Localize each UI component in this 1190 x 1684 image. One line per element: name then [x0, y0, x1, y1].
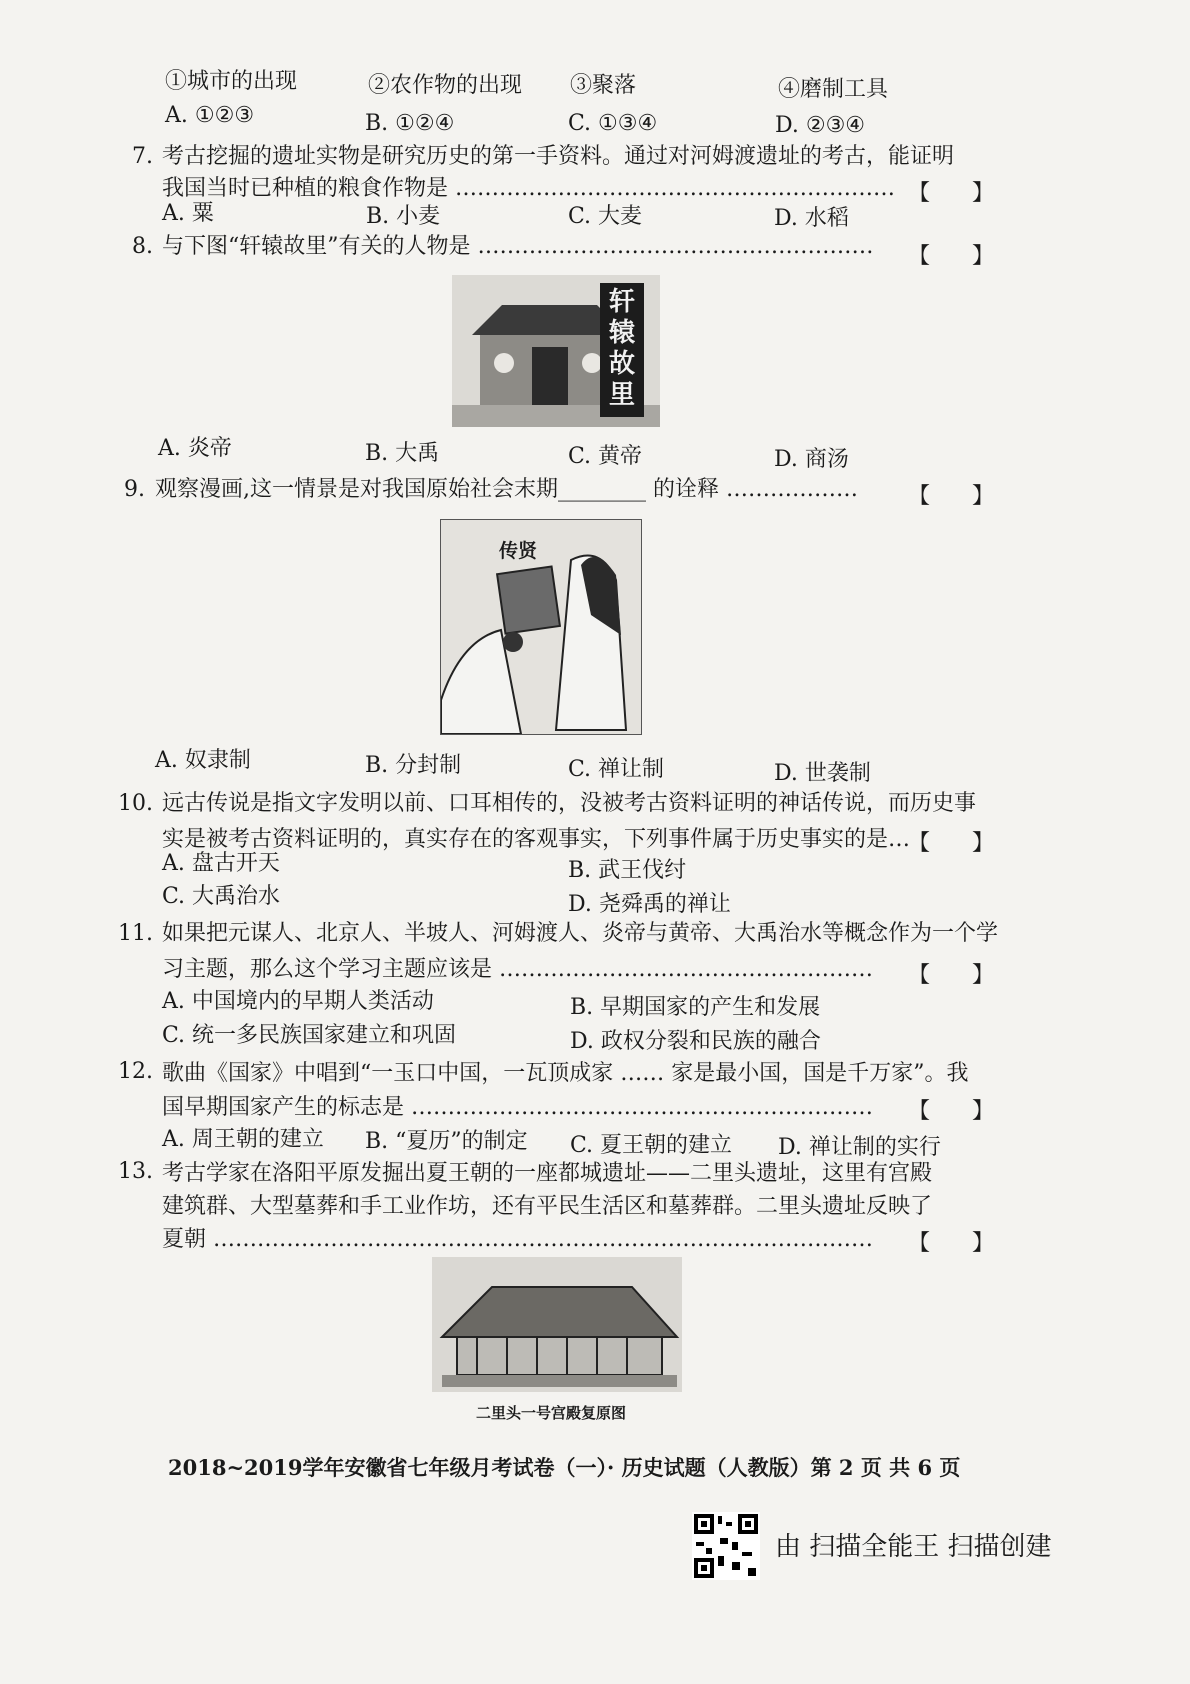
scanner-watermark-text: 由 扫描全能王 扫描创建	[775, 1532, 1052, 1562]
q7-answer-bracket: 【 】	[908, 181, 994, 206]
q8-number: 8.	[132, 234, 153, 259]
q13-stem-line2: 建筑群、大型墓葬和手工业作坊，还有平民生活区和墓葬群。二里头遗址反映了	[162, 1194, 933, 1219]
q10-option-a: A. 盘古开天	[162, 851, 280, 876]
q12-answer-bracket: 【 】	[908, 1099, 994, 1124]
q13-answer-bracket: 【 】	[908, 1231, 994, 1256]
q7-number: 7.	[132, 144, 153, 169]
q6-option-a: A. ①②③	[165, 103, 255, 128]
q11-stem-line1: 如果把元谋人、北京人、半坡人、河姆渡人、炎帝与黄帝、大禹治水等概念作为一个学	[162, 921, 999, 946]
q9-option-c: C. 禅让制	[568, 757, 665, 782]
q12-option-d: D. 禅让制的实行	[778, 1135, 941, 1160]
q6-item-4: ④磨制工具	[778, 77, 889, 102]
q6-item-2: ②农作物的出现	[368, 73, 523, 98]
q9-number: 9.	[124, 477, 145, 502]
q9-cartoon	[440, 519, 642, 735]
q12-stem-line2: 国早期国家产生的标志是 ………………………………………………………	[162, 1095, 873, 1120]
q8-photo-xuanyuan	[452, 275, 660, 427]
xuanyuan-sign-text: 轩辕故里	[608, 287, 635, 410]
abdication-cartoon-illustration	[441, 520, 641, 734]
q10-option-b: B. 武王伐纣	[568, 858, 687, 883]
q8-option-d: D. 商汤	[774, 447, 849, 472]
q6-option-c: C. ①③④	[568, 111, 658, 136]
q12-option-b: B. “夏历”的制定	[365, 1129, 528, 1154]
q10-answer-bracket: 【 】	[908, 831, 994, 856]
q10-option-c: C. 大禹治水	[162, 884, 281, 909]
q13-stem-line1: 考古学家在洛阳平原发掘出夏王朝的一座都城遗址——二里头遗址，这里有宫殿	[162, 1161, 933, 1186]
q9-answer-bracket: 【 】	[908, 484, 994, 509]
q8-answer-bracket: 【 】	[908, 244, 994, 269]
q8-option-b: B. 大禹	[365, 441, 440, 466]
q8-stem: 与下图“轩辕故里”有关的人物是 ………………………………………………	[162, 234, 874, 259]
page-footer: 2018~2019学年安徽省七年级月考试卷（一）· 历史试题（人教版）第 2 页 共 6 页	[168, 1455, 961, 1480]
q11-option-b: B. 早期国家的产生和发展	[570, 995, 821, 1020]
q13-number: 13.	[118, 1159, 153, 1184]
q6-option-d: D. ②③④	[775, 113, 866, 138]
q13-figure-caption: 二里头一号宫殿复原图	[476, 1404, 627, 1422]
q11-answer-bracket: 【 】	[908, 963, 994, 988]
qr-code-icon	[692, 1512, 760, 1580]
q12-number: 12.	[118, 1059, 153, 1084]
q6-option-b: B. ①②④	[365, 111, 455, 136]
q11-option-a: A. 中国境内的早期人类活动	[162, 989, 434, 1014]
q8-option-a: A. 炎帝	[158, 436, 232, 461]
q13-stem-line3: 夏朝 ………………………………………………………………………………	[162, 1227, 873, 1252]
q12-stem-line1: 歌曲《国家》中唱到“一玉口中国，一瓦顶成家 …… 家是最小国，国是千万家”。我	[162, 1061, 969, 1086]
q9-option-b: B. 分封制	[365, 753, 462, 778]
q12-option-c: C. 夏王朝的建立	[570, 1133, 733, 1158]
q7-stem-line1: 考古挖掘的遗址实物是研究历史的第一手资料。通过对河姆渡遗址的考古，能证明	[162, 144, 955, 169]
q10-stem-line1: 远古传说是指文字发明以前、口耳相传的，没被考古资料证明的神话传说，而历史事	[162, 791, 977, 816]
q9-option-d: D. 世袭制	[774, 761, 871, 786]
q7-option-c: C. 大麦	[568, 204, 643, 229]
q13-palace-illustration	[432, 1257, 682, 1392]
q9-option-a: A. 奴隶制	[155, 748, 251, 773]
cartoon-label: 传贤	[499, 540, 538, 562]
q6-item-3: ③聚落	[570, 73, 637, 98]
q8-option-c: C. 黄帝	[568, 444, 643, 469]
q9-stem: 观察漫画,这一情景是对我国原始社会末期________ 的诠释 ………………	[155, 477, 858, 502]
q6-item-1: ①城市的出现	[165, 69, 298, 94]
q12-option-a: A. 周王朝的建立	[162, 1127, 324, 1152]
q10-number: 10.	[118, 791, 153, 816]
q11-number: 11.	[118, 921, 153, 946]
erlitou-palace-drawing	[432, 1257, 682, 1392]
q11-stem-line2: 习主题，那么这个学习主题应该是 ……………………………………………	[162, 957, 873, 982]
q7-option-d: D. 水稻	[774, 206, 849, 231]
q11-option-d: D. 政权分裂和民族的融合	[570, 1029, 821, 1054]
q7-option-b: B. 小麦	[366, 204, 441, 229]
q10-option-d: D. 尧舜禹的禅让	[568, 892, 731, 917]
q10-stem-line2: 实是被考古资料证明的，真实存在的客观事实，下列事件属于历史事实的是…	[162, 827, 911, 852]
q11-option-c: C. 统一多民族国家建立和巩固	[162, 1023, 457, 1048]
q7-stem-line2: 我国当时已种植的粮食作物是 ……………………………………………………	[162, 176, 895, 201]
q7-option-a: A. 粟	[162, 201, 214, 226]
